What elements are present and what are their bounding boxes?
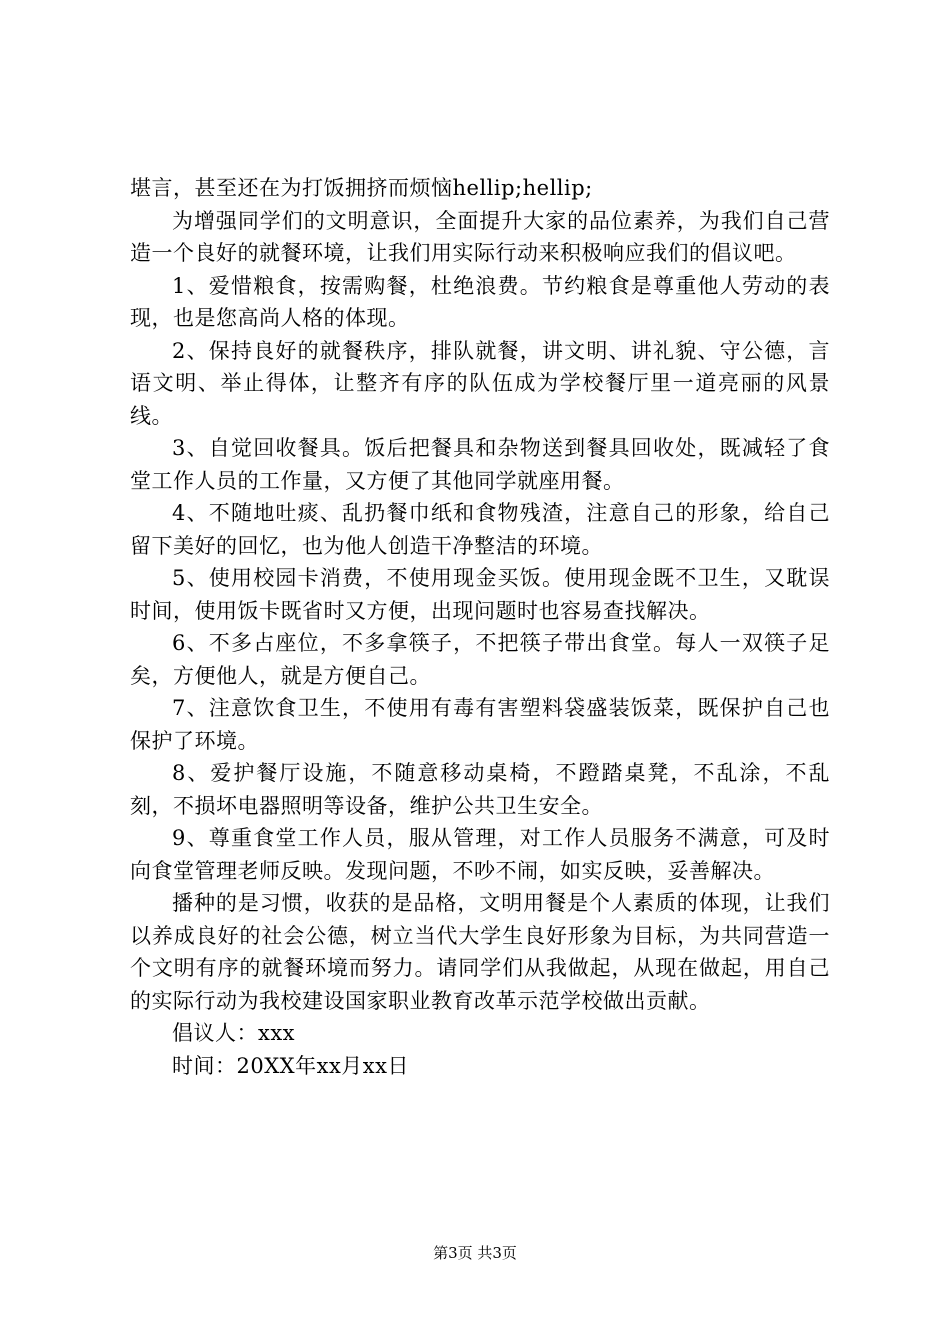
paragraph-item-6: 6、不多占座位，不多拿筷子，不把筷子带出食堂。每人一双筷子足矣，方便他人，就是方便自己。 [130, 631, 830, 688]
paragraph-continuation: 堪言，甚至还在为打饭拥挤而烦恼hellip;hellip; [130, 176, 593, 200]
paragraph-intro: 为增强同学们的文明意识，全面提升大家的品位素养，为我们自己营造一个良好的就餐环境，让我们用实际行动来积极响应我们的倡议吧。 [130, 208, 830, 265]
paragraph-item-1: 1、爱惜粮食，按需购餐，杜绝浪费。节约粮食是尊重他人劳动的表现，也是您高尚人格的体现。 [130, 273, 830, 330]
paragraph-item-4: 4、不随地吐痰、乱扔餐巾纸和食物残渣，注意自己的形象，给自己留下美好的回忆，也为他人创造干净整洁的环境。 [130, 501, 830, 558]
paragraph-item-2: 2、保持良好的就餐秩序，排队就餐，讲文明、讲礼貌、守公德，言语文明、举止得体，让整齐有序的队伍成为学校餐厅里一道亮丽的风景线。 [130, 338, 830, 428]
paragraph-item-5: 5、使用校园卡消费，不使用现金买饭。使用现金既不卫生，又耽误时间，使用饭卡既省时又方便，出现问题时也容易查找解决。 [130, 566, 830, 623]
paragraph-item-8: 8、爱护餐厅设施，不随意移动桌椅，不蹬踏桌凳，不乱涂，不乱刻，不损坏电器照明等设备，维护公共卫生安全。 [130, 761, 830, 818]
date-line: 时间：20XX年xx月xx日 [172, 1053, 409, 1078]
paragraph-item-9: 9、尊重食堂工作人员，服从管理，对工作人员服务不满意，可及时向食堂管理老师反映。发现问题，不吵不闹，如实反映，妥善解决。 [130, 826, 830, 883]
paragraph-conclusion: 播种的是习惯，收获的是品格，文明用餐是个人素质的体现，让我们以养成良好的社会公德，树立当代大学生良好形象为目标，为共同营造一个文明有序的就餐环境而努力。请同学们从我做起，从现在做起，用自己的实际行动为我校建设国家职业教育改革示范学校做出贡献。 [130, 891, 830, 1013]
paragraph-item-7: 7、注意饮食卫生，不使用有毒有害塑料袋盛装饭菜，既保护自己也保护了环境。 [130, 696, 830, 753]
document-body [130, 172, 830, 1082]
paragraph-item-3: 3、自觉回收餐具。饭后把餐具和杂物送到餐具回收处，既减轻了食堂工作人员的工作量，又方便了其他同学就座用餐。 [130, 436, 830, 493]
initiator-line: 倡议人：xxx [172, 1021, 296, 1045]
page-number-footer: 第3页 共3页 [433, 1244, 517, 1262]
